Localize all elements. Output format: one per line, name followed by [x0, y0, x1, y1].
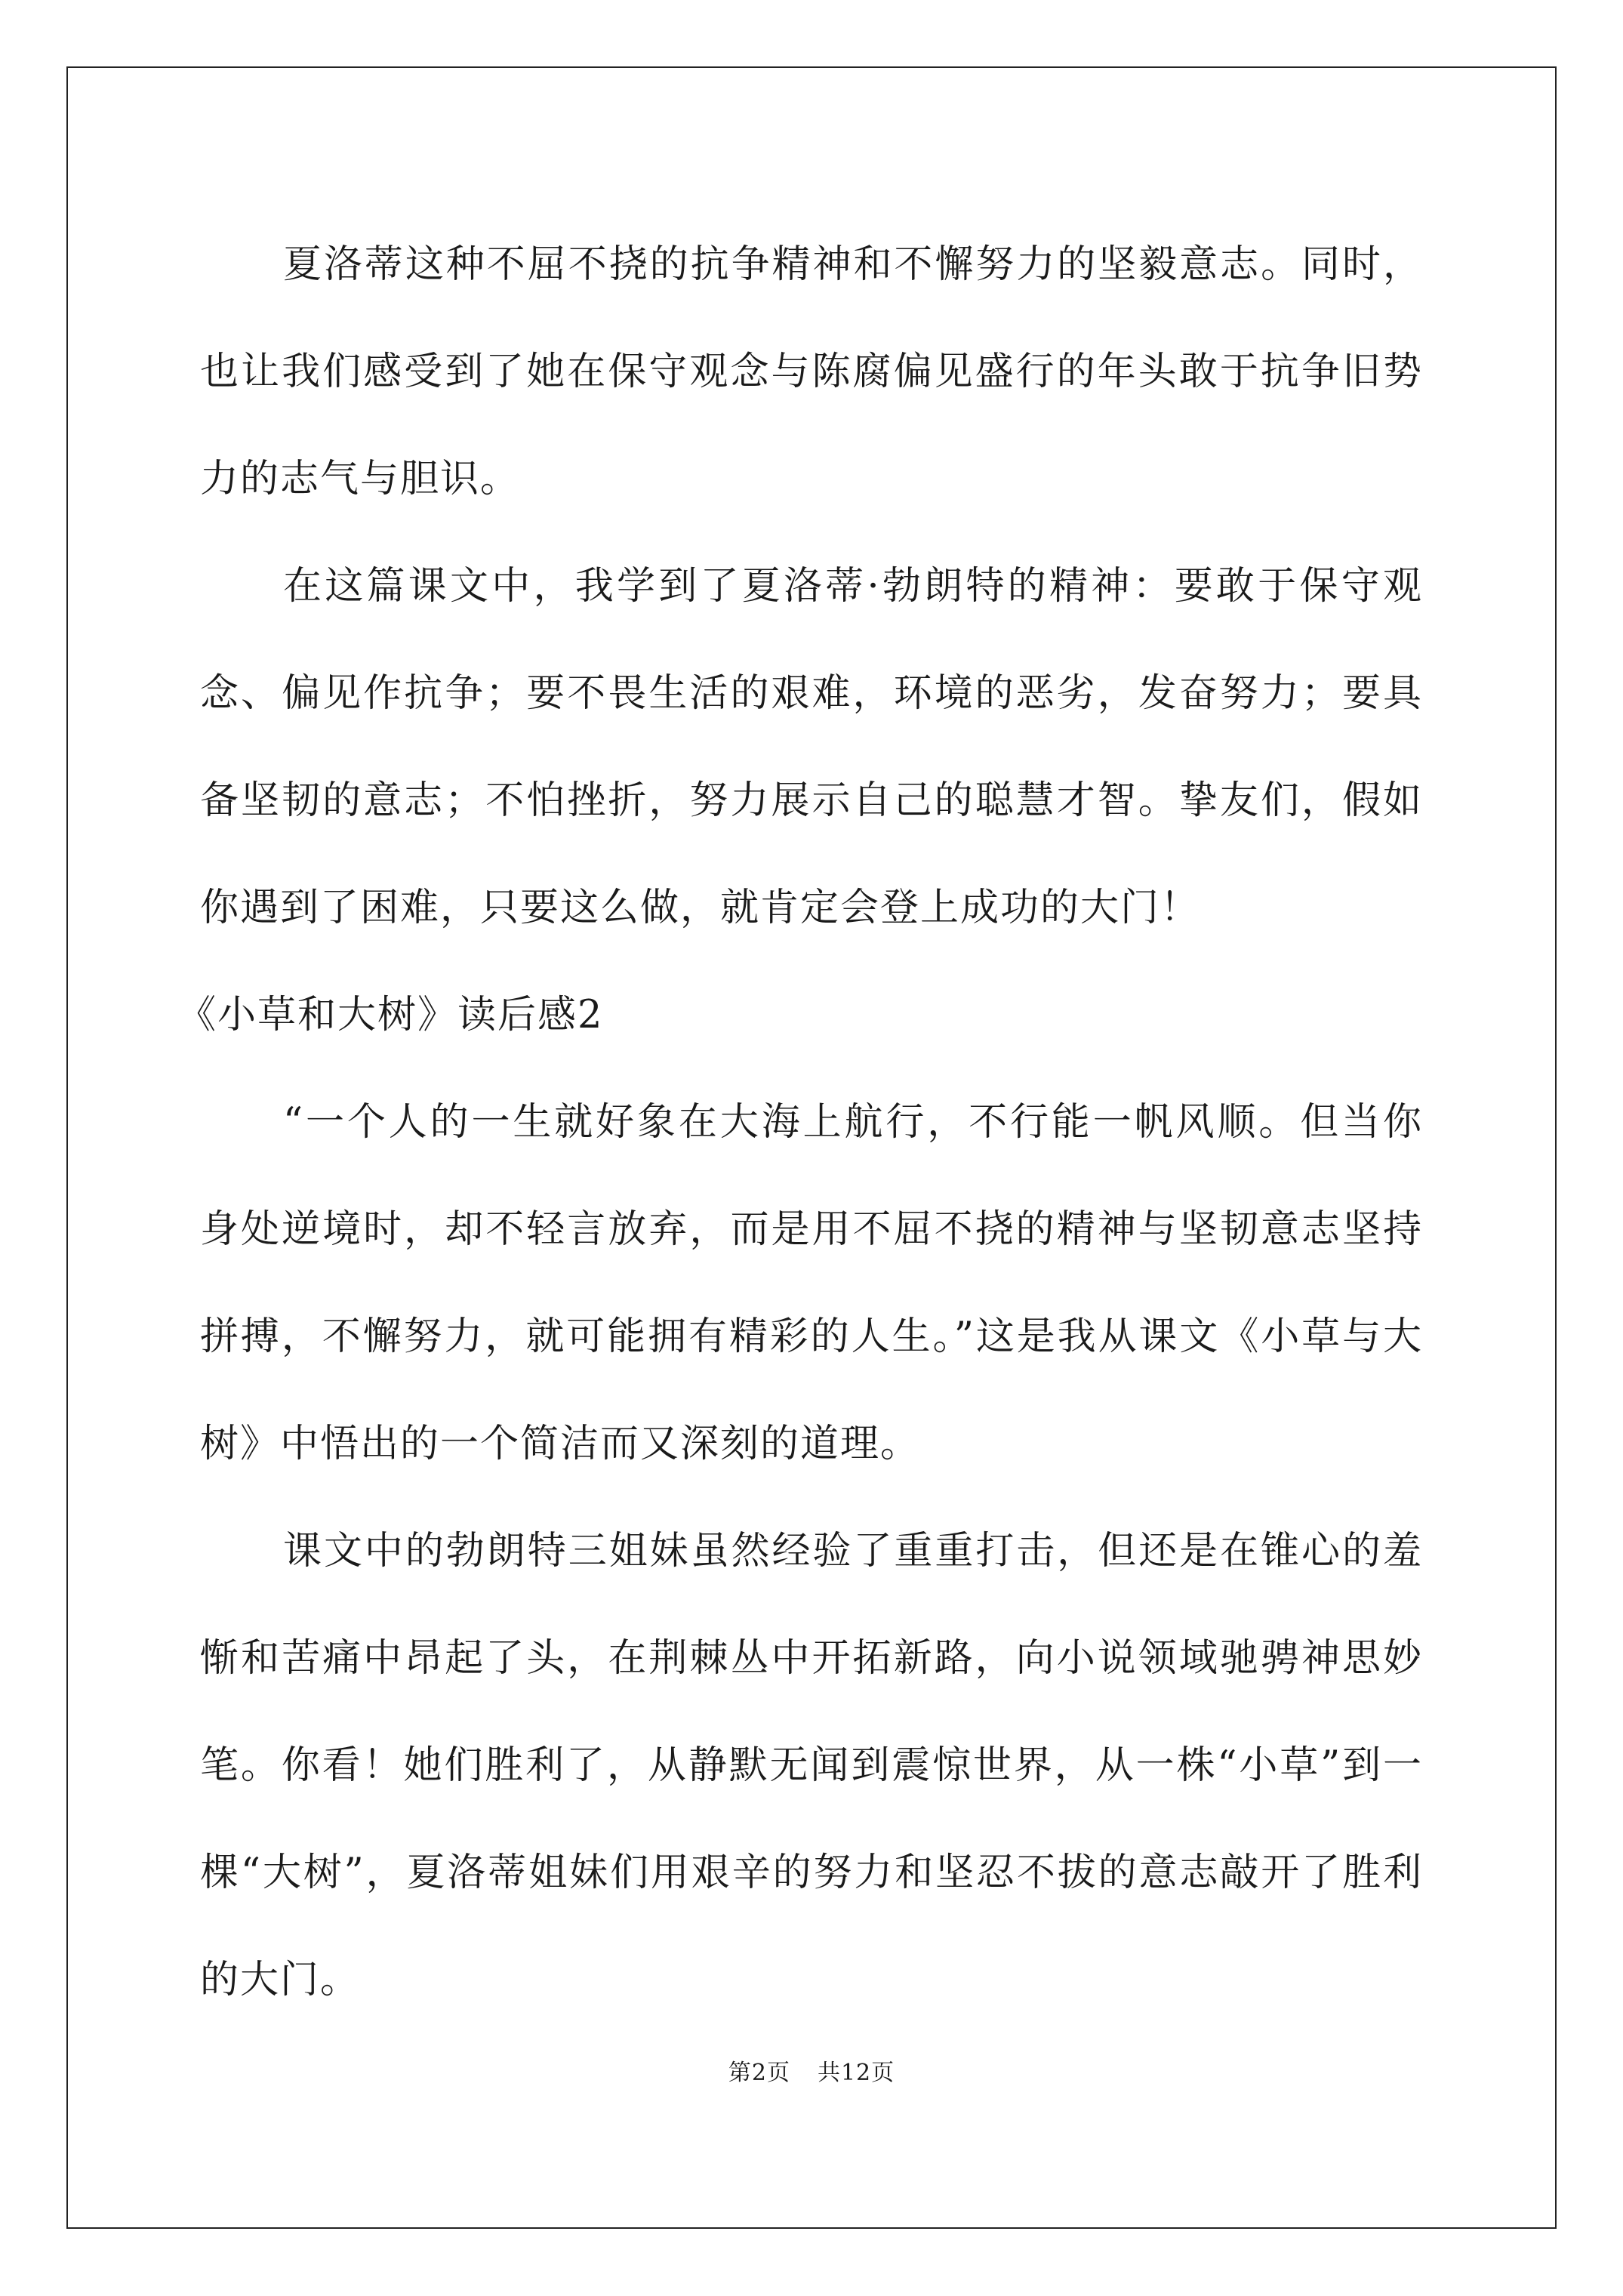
section-title: 《小草和大树》读后感2: [177, 993, 604, 1037]
paragraph: 课文中的勃朗特三姐妹虽然经验了重重打击，但还是在锥心的羞惭和苦痛中昂起了头，在荆棘丛中开拓新路，向小说领域驰骋神思妙笔。你看！她们胜利了，从静默无闻到震惊世界，从一株“小草”到一棵“大树”，夏洛蒂姐妹们用艰辛的努力和坚忍不拔的意志敲开了胜利的大门。: [200, 1529, 1423, 2002]
paragraph: 夏洛蒂这种不屈不挠的抗争精神和不懈努力的坚毅意志。同时，也让我们感受到了她在保守观念与陈腐偏见盛行的年头敢于抗争旧势力的志气与胆识。: [200, 242, 1423, 501]
page-total: 共12页: [817, 2060, 895, 2086]
document-body: [177, 211, 1423, 2034]
paragraph: 在这篇课文中，我学到了夏洛蒂·勃朗特的精神：要敢于保守观念、偏见作抗争；要不畏生活的艰难，环境的恶劣，发奋努力；要具备坚韧的意志；不怕挫折，努力展示自己的聪慧才智。挚友们，假如你遇到了困难，只要这么做，就肯定会登上成功的大门！: [200, 564, 1423, 930]
page-number: 第2页: [728, 2060, 790, 2086]
page-footer: [0, 2058, 1623, 2088]
paragraph: “一个人的一生就好象在大海上航行，不行能一帆风顺。但当你身处逆境时，却不轻言放弃，而是用不屈不挠的精神与坚韧意志坚持拼搏，不懈努力，就可能拥有精彩的人生。”这是我从课文《小草与大树》中悟出的一个简洁而又深刻的道理。: [200, 1100, 1423, 1466]
